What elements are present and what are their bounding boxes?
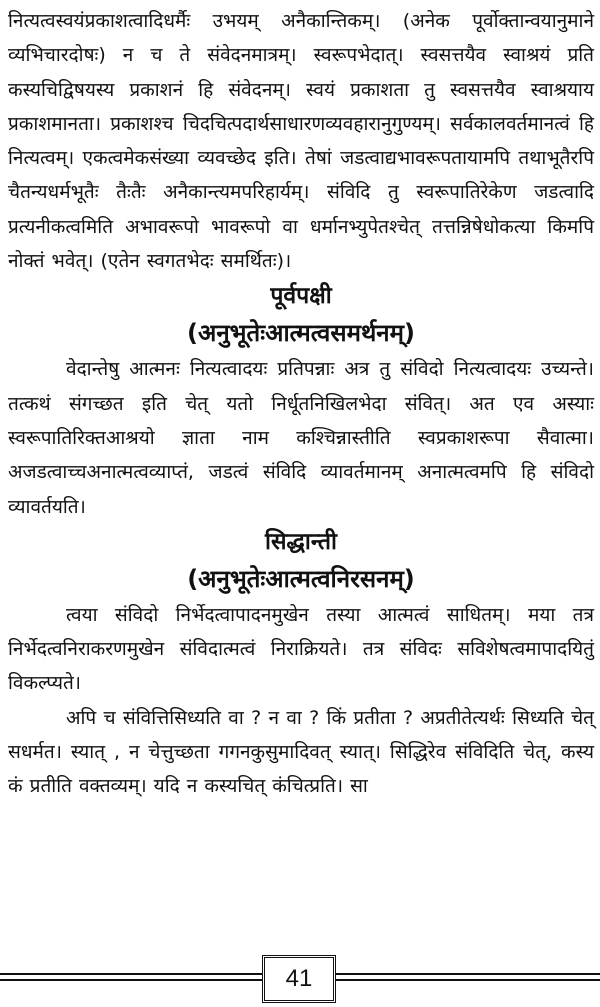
- line: त्वया संविदो निर्भेदत्वापादनमुखेन तस्या आत्मत्वं साधितम्। मया: [66, 603, 556, 626]
- line: नित्यत्वस्वयंप्रकाशत्वादिधर्मैः उभयम् अनैकान्तिकम्। (अनेक पूर्वोक्तान्वयानुमाने: [8, 10, 594, 32]
- page-number: 41: [285, 965, 313, 992]
- page-text-block: [8, 4, 594, 804]
- section-subheading-siddhanti: (अनुभूतेःआत्मत्वनिरसनम्): [187, 564, 415, 593]
- line: सविशेषत्वमापादयितुं विकल्प्यते।: [8, 638, 594, 695]
- line: जडत्वाद्यभावरूपतायामपि तथाभूतैरपि चैतन्यधर्मभूतैः तैःतैः: [8, 147, 594, 204]
- footer-rule-left-bottom: [0, 979, 262, 981]
- footer-rule-right-bottom: [336, 979, 600, 981]
- paragraph-3: [8, 598, 594, 701]
- line: सिध्यति चेत् सधर्मत। स्यात् , न चेत्तुच्छता गगनकुसुमादिवत् स्यात्। सिद्धिरेव: [8, 706, 594, 764]
- line: अजडत्वाच्चअनात्मत्वव्याप्तं, जडत्वं संविदि व्यावर्तमानम् अनात्मत्वमपि हि: [8, 461, 537, 484]
- line: भवेत्। (एतेन स्वगतभेदः समर्थितः)।: [51, 250, 292, 273]
- footer-rule-right-top: [336, 973, 600, 975]
- line: व्यभिचारदोषः) न च ते संवेदनमात्रम्। स्वरूपभेदात्। स्वसत्तयैव स्वाश्रयं: [8, 44, 551, 67]
- section-heading-siddhanti: सिद्धान्ती: [265, 528, 337, 555]
- line: सर्वकालवर्तमानत्वं हि नित्यत्वम्। एकत्वमेकसंख्या व्यवच्छेद इति। तेषां: [8, 112, 594, 170]
- line: तत्र निर्भेदत्वनिराकरणमुखेन संविदात्मत्वं निराक्रियते। तत्र संविदः: [8, 603, 594, 661]
- line: संविदिति चेत्, कस्य कं प्रतीति वक्तव्यम्। यदि न कस्यचित् कंचित्प्रति। सा: [8, 741, 595, 798]
- paragraph-1: [8, 4, 594, 278]
- footer-rule-left-top: [0, 973, 262, 975]
- line: उच्यन्ते। तत्कथं संगच्छत इति चेत् यतो निर्धूतनिखिलभेदा संवित्। अत एव: [8, 358, 594, 415]
- line: वेदान्तेषु आत्मनः नित्यत्वादयः प्रतिपन्नाः अत्र तु संविदो नित्यत्वादयः: [66, 358, 532, 381]
- line: प्रति कस्यचिद्विषयस्य प्रकाशनं हि संवेदनम्। स्वयं प्रकाशता तु स्वसत्तयैव: [8, 44, 594, 101]
- line: स्वाश्रयाय प्रकाशमानता। प्रकाशश्च चिदचित्पदार्थसाधारणव्यवहारानुगुण्यम्।: [8, 78, 594, 135]
- paragraph-4: [8, 701, 594, 804]
- line: संविदो व्यावर्तयति।: [8, 461, 594, 518]
- paragraph-2: [8, 352, 594, 523]
- line: अनैकान्त्यमपरिहार्यम्। संविदि तु स्वरूपातिरेकेण जडत्वादि प्रत्यनीकत्वमिति: [8, 181, 594, 238]
- line: अस्याः स्वरूपातिरिक्तआश्रयो ज्ञाता नाम कश्चिन्नास्तीति स्वप्रकाशरूपा सैवात्मा।: [8, 392, 594, 449]
- section-subheading-purvapakshi: (अनुभूतेःआत्मत्वसमर्थनम्): [187, 319, 415, 348]
- line: अपि च संवित्तिसिध्यति वा ? न वा ? किं प्रतीता ? अप्रतीतेत्यर्थः: [66, 706, 505, 729]
- line: अभावरूपो भावरूपो वा धर्मानभ्युपेतश्चेत् तत्तन्निषेधोकत्या किमपि नोक्तं: [8, 215, 594, 273]
- section-heading-purvapakshi: पूर्वपक्षी: [270, 283, 332, 310]
- page-number-box: [262, 955, 336, 1003]
